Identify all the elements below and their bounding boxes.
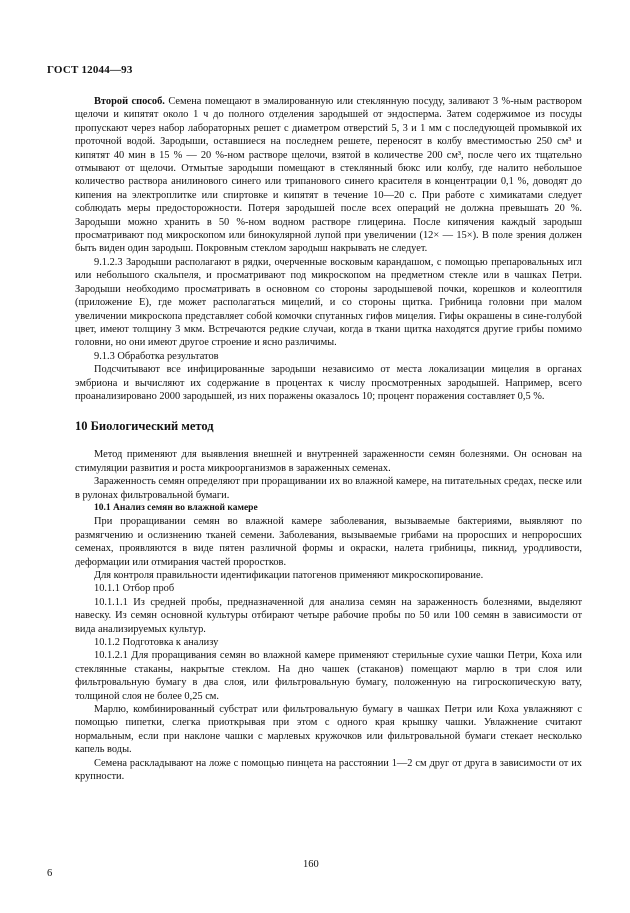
paragraph-lead: Второй способ.: [94, 96, 165, 107]
paragraph-infection: Зараженность семян определяют при проращивании их во влажной камере, на питательных средах, песке или в рулонах фильтровальной бумаги.: [75, 476, 582, 501]
paragraph-text: Семена помещают в эмалированную или стеклянную посуду, заливают 3 %-ным раствором щелочи и кипятят около 1 ч до полного отделения зародышей от эндосперма. Затем содержимое из посуды пропускают через набор лабораторных решет с диаметром отверстий 5, 3 и 1 мм с последующей промывкой их проточной водой. Зародыши, оставшиеся на последнем решете, переносят в колбу вместимостью 250 см³ и кипятят 40 мин в 15 % — 20 %-ном растворе щелочи, взятой в количестве 200 см³, после чего их тщательно отмывают от щелочи. Отмытые зародыши помещают в стеклянный бюкс или колбу, где налито небольшое количество раствора анилинового синего или трипанового синего красителя в концентрации 0,1 %, доводят до кипения на электроплитке или спиртовке и кипятят в течение 10—20 с. При работе с химикатами следует соблюдать меры предосторожности. Потеря зародышей после всех операций не должна превышать 20 %. Зародыши можно хранить в 50 %-ном водном растворе глицерина. После кипячения каждый зародыш просматривают под микроскопом или бинокулярной лупой при увеличении (12× — 15×). В поле зрения должен быть виден один зародыш. Покровным стеклом зародыш накрывать не следует.: [75, 96, 582, 255]
document-body: [75, 95, 582, 784]
paragraph-second-method: [75, 95, 582, 256]
paragraph-10-1-1-1: 10.1.1.1 Из средней пробы, предназначенной для анализа семян на зараженность болезнями, выделяют навеску. Из семян основной культуры отбирают четыре рабочие пробы по 50 или 100 семян в зависимости от вида анализируемых культур.: [75, 596, 582, 635]
subsection-title: 10.1 Анализ семян во влажной камере: [94, 502, 258, 513]
page-number-center: 160: [303, 859, 319, 870]
section-title: 10 Биологический метод: [75, 419, 214, 434]
paragraph-moisten: Марлю, комбинированный субстрат или фильтровальную бумагу в чашках Петри или Коха увлажняют с помощью пипетки, слегка приоткрывая при этом с одного края крышку чашки. Увлажнение считают нормальным, если при наклоне чашки с марлевых кружочков или фильтровальной бумаги стекает несколько капель воды.: [75, 704, 582, 756]
paragraph-control: Для контроля правильности идентификации патогенов применяют микроскопирование.: [94, 570, 484, 581]
paragraph-seeds-layout: Семена раскладывают на ложе с помощью пинцета на расстоянии 1—2 см друг от друга в зависимости от их крупности.: [75, 757, 582, 783]
paragraph-method: Метод применяют для выявления внешней и внутренней зараженности семян болезнями. Он основан на стимуляции развития и роста микроорганизмов в зараженных семенах.: [75, 449, 582, 474]
paragraph-results: Подсчитывают все инфицированные зародыши независимо от места локализации мицелия в органах эмбриона и вычисляют их содержание в процентах к числу просмотренных зародышей. Например, всего проанализировано 2000 зародышей, из них поражены оказалось 10; процент поражения составляет 0,5 %.: [75, 364, 582, 402]
heading-9-1-3: 9.1.3 Обработка результатов: [94, 350, 219, 362]
paragraph-germination: При проращивании семян во влажной камере заболевания, вызываемые бактериями, выявляют по размягчению и ослизнению тканей семени. Заболевания, вызываемые грибами на проросших и непроросших семенах, проявляются в виде пятен различной формы и окраски, налета грибницы, пикнид, уродливости, деформации или отмирания частей проростков.: [75, 516, 582, 568]
heading-10-1-1: 10.1.1 Отбор проб: [94, 583, 175, 595]
page-number-left: 6: [47, 868, 53, 879]
paragraph-10-1-2-1: 10.1.2.1 Для проращивания семян во влажной камере применяют стерильные сухие чашки Петри, Коха или стеклянные стаканы, накрытые стеклом. На дно чашек (стаканов) помещают марлю в три слоя или фильтровальную бумагу в два слоя, или фильтровальную бумагу, положенную на гигроскопическую вату, толщиной слоя не более 0,25 см.: [75, 650, 582, 702]
heading-10-1-2: 10.1.2 Подготовка к анализу: [94, 637, 219, 649]
standard-header: ГОСТ 12044—93: [47, 64, 133, 76]
paragraph-9-1-2-3: 9.1.2.3 Зародыши располагают в рядки, очерченные восковым карандашом, с помощью препаровальных игл или небольшого скальпеля, и просматривают под микроскопом на предметном стекле или в чашках Петри. Зародыши необходимо просматривать в основном со стороны зародышевой почки, корешков и колеоптиля (приложение Е), где может располагаться мицелий, и со стороны щитка. Грибница головни при малом увеличении микроскопа представляет собой комочки спутанных гифов мицелия. Гифы окрашены в сине-голубой цвет, имеют толщину 3 мкм. Встречаются редкие случаи, когда в ткани щитка находятся другие грибы помимо головни, но они имеют другое строение и ясно различимы.: [75, 256, 582, 349]
